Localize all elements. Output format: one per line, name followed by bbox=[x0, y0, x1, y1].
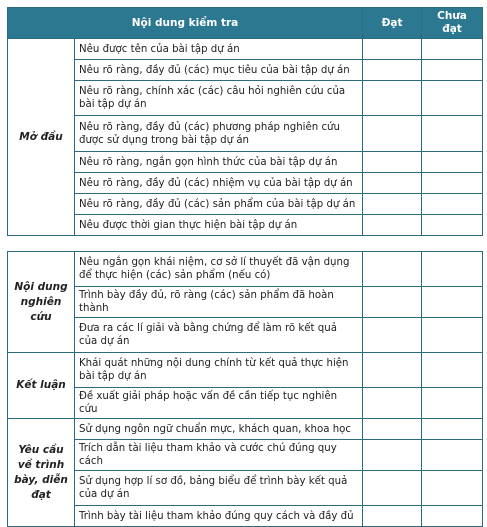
table-row bbox=[8, 440, 483, 471]
fail-cell[interactable] bbox=[422, 471, 483, 506]
category-yeu-cau-trinh-bay: Yêu cầu về trình bày, diễn đạt bbox=[8, 419, 75, 527]
table-row bbox=[8, 173, 483, 194]
criterion: Đưa ra các lí giải và bằng chứng để làm rõ kết quả của dự án bbox=[75, 318, 363, 353]
criterion: Sử dụng ngôn ngữ chuẩn mực, khách quan, khoa học bbox=[75, 419, 363, 440]
criterion: Nêu được thời gian thực hiện bài tập dự án bbox=[75, 215, 363, 236]
criterion: Trình bày tài liệu tham khảo đúng quy cách và đầy đủ bbox=[75, 506, 363, 527]
criterion: Nêu ngắn gọn khái niệm, cơ sở lí thuyết đã vận dụng để thực hiện (các) sản phẩm (nếu có) bbox=[75, 252, 363, 287]
checklist-table-body bbox=[7, 251, 483, 527]
table-row bbox=[8, 152, 483, 173]
checklist-table-intro bbox=[7, 7, 483, 236]
table-row bbox=[8, 60, 483, 81]
header-pass: Đạt bbox=[363, 8, 422, 39]
criterion: Nêu rõ ràng, ngắn gọn hình thức của bài tập dự án bbox=[75, 152, 363, 173]
table-row bbox=[8, 419, 483, 440]
pass-cell[interactable] bbox=[363, 152, 422, 173]
header-content: Nội dung kiểm tra bbox=[8, 8, 363, 39]
pass-cell[interactable] bbox=[363, 287, 422, 318]
fail-cell[interactable] bbox=[422, 152, 483, 173]
fail-cell[interactable] bbox=[422, 215, 483, 236]
pass-cell[interactable] bbox=[363, 173, 422, 194]
fail-cell[interactable] bbox=[422, 194, 483, 215]
pass-cell[interactable] bbox=[363, 252, 422, 287]
fail-cell[interactable] bbox=[422, 440, 483, 471]
pass-cell[interactable] bbox=[363, 506, 422, 527]
table-row bbox=[8, 81, 483, 116]
fail-cell[interactable] bbox=[422, 419, 483, 440]
fail-cell[interactable] bbox=[422, 116, 483, 152]
fail-cell[interactable] bbox=[422, 506, 483, 527]
criterion: Nêu được tên của bài tập dự án bbox=[75, 39, 363, 60]
fail-cell[interactable] bbox=[422, 173, 483, 194]
table-row bbox=[8, 287, 483, 318]
table-row bbox=[8, 116, 483, 152]
pass-cell[interactable] bbox=[363, 471, 422, 506]
table-row bbox=[8, 39, 483, 60]
criterion: Sử dụng hợp lí sơ đồ, bảng biểu để trình bày kết quả của dự án bbox=[75, 471, 363, 506]
criterion: Trích dẫn tài liệu tham khảo và cước chú đúng quy cách bbox=[75, 440, 363, 471]
table-row bbox=[8, 353, 483, 388]
pass-cell[interactable] bbox=[363, 353, 422, 388]
category-mo-dau: Mở đầu bbox=[8, 39, 75, 236]
pass-cell[interactable] bbox=[363, 388, 422, 419]
table-row bbox=[8, 506, 483, 527]
criterion: Nêu rõ ràng, đầy đủ (các) nhiệm vụ của bài tập dự án bbox=[75, 173, 363, 194]
table-row bbox=[8, 471, 483, 506]
fail-cell[interactable] bbox=[422, 39, 483, 60]
category-noi-dung-nghien-cuu: Nội dung nghiên cứu bbox=[8, 252, 75, 353]
pass-cell[interactable] bbox=[363, 194, 422, 215]
criterion: Trình bày đầy đủ, rõ ràng (các) sản phẩm đã hoàn thành bbox=[75, 287, 363, 318]
pass-cell[interactable] bbox=[363, 39, 422, 60]
pass-cell[interactable] bbox=[363, 116, 422, 152]
criterion: Đề xuất giải pháp hoặc vấn đề cần tiếp tục nghiên cứu bbox=[75, 388, 363, 419]
pass-cell[interactable] bbox=[363, 60, 422, 81]
fail-cell[interactable] bbox=[422, 318, 483, 353]
pass-cell[interactable] bbox=[363, 419, 422, 440]
table-row bbox=[8, 388, 483, 419]
pass-cell[interactable] bbox=[363, 81, 422, 116]
fail-cell[interactable] bbox=[422, 388, 483, 419]
criterion: Khái quát những nội dung chính từ kết quả thực hiện bài tập dự án bbox=[75, 353, 363, 388]
header-fail: Chưa đạt bbox=[422, 8, 483, 39]
table-row bbox=[8, 215, 483, 236]
table-row bbox=[8, 318, 483, 353]
table-row bbox=[8, 252, 483, 287]
fail-cell[interactable] bbox=[422, 81, 483, 116]
table-row bbox=[8, 194, 483, 215]
table-header-row bbox=[8, 8, 483, 39]
category-ket-luan: Kết luận bbox=[8, 353, 75, 419]
criterion: Nêu rõ ràng, đầy đủ (các) mục tiêu của bài tập dự án bbox=[75, 60, 363, 81]
criterion: Nêu rõ ràng, chính xác (các) câu hỏi nghiên cứu của bài tập dự án bbox=[75, 81, 363, 116]
fail-cell[interactable] bbox=[422, 353, 483, 388]
pass-cell[interactable] bbox=[363, 318, 422, 353]
pass-cell[interactable] bbox=[363, 440, 422, 471]
fail-cell[interactable] bbox=[422, 287, 483, 318]
criterion: Nêu rõ ràng, đầy đủ (các) sản phẩm của bài tập dự án bbox=[75, 194, 363, 215]
fail-cell[interactable] bbox=[422, 60, 483, 81]
pass-cell[interactable] bbox=[363, 215, 422, 236]
fail-cell[interactable] bbox=[422, 252, 483, 287]
criterion: Nêu rõ ràng, đầy đủ (các) phương pháp nghiên cứu được sử dụng trong bài tập dự án bbox=[75, 116, 363, 152]
